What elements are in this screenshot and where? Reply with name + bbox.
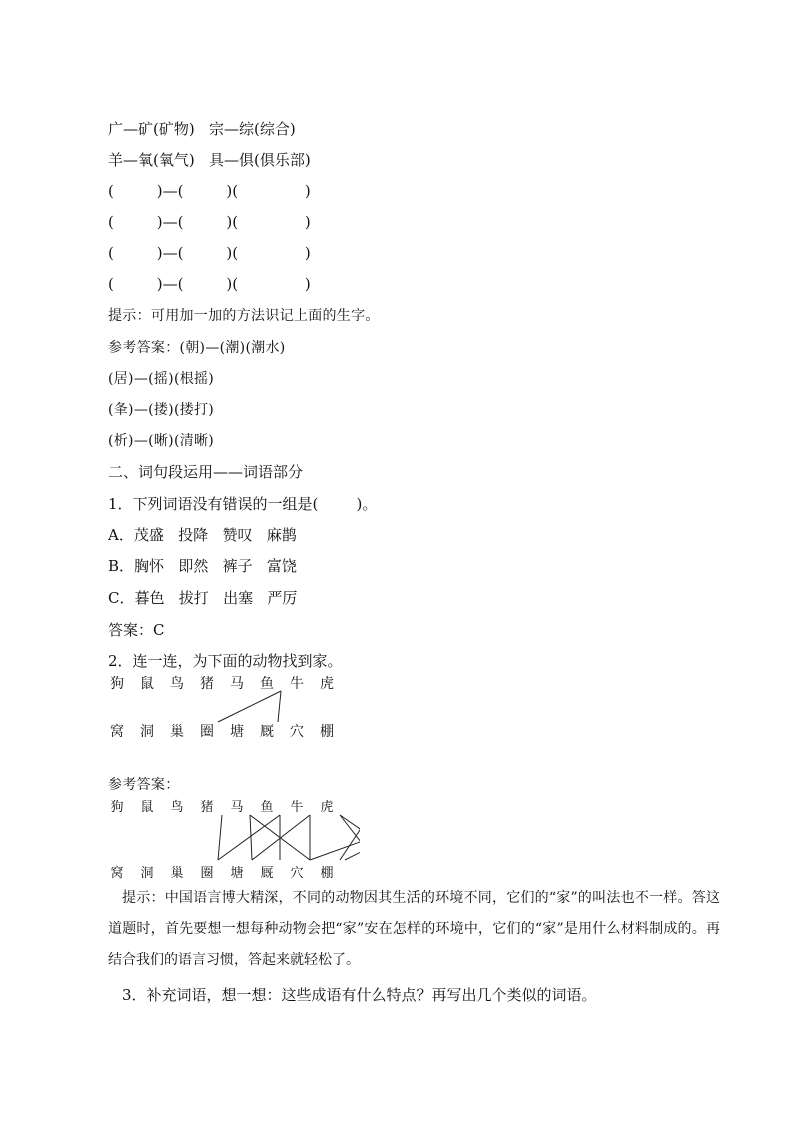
- match-line: [218, 691, 281, 722]
- question-3: 3．补充词语，想一想：这些成语有什么特点？再写出几个类似的词语。: [122, 986, 597, 1004]
- line-1: 广—矿(矿物) 宗—综(综合): [108, 120, 296, 138]
- answer-line: [250, 815, 252, 860]
- home-char: 厩: [260, 724, 274, 740]
- home-char: 圈: [200, 724, 214, 740]
- option-c: C．暮色 拔打 出塞 严厉: [108, 589, 298, 607]
- answer-home-char: 窝: [110, 866, 124, 881]
- animal-char: 鸟: [170, 676, 184, 692]
- answer-home-char: 圈: [200, 866, 214, 881]
- animal-char: 牛: [290, 676, 304, 692]
- blank-row-2: ( )—( )( ): [108, 213, 311, 231]
- answer-1: 答案：C: [108, 621, 165, 639]
- blank-row-3: ( )—( )( ): [108, 244, 311, 262]
- answer-label: 参考答案：: [108, 777, 180, 793]
- option-b: B．胸怀 即然 裤子 富饶: [108, 557, 297, 575]
- answer-diagram: [100, 795, 360, 887]
- answer-animal-char: 马: [230, 800, 244, 815]
- answer-line: [310, 815, 360, 860]
- answer-animal-char: 鸟: [170, 800, 184, 815]
- answer-home-char: 穴: [290, 866, 304, 881]
- animal-char: 鼠: [140, 676, 154, 692]
- answer-home-char: 洞: [140, 866, 154, 881]
- option-a: A．茂盛 投降 赞叹 麻鹊: [108, 526, 297, 544]
- answer-animal-char: 鱼: [260, 800, 274, 815]
- answer-animal-char: 牛: [290, 800, 304, 815]
- answer-line: [218, 815, 222, 860]
- answer-animal-char: 虎: [320, 800, 334, 815]
- question-1: 1．下列词语没有错误的一组是( )。: [108, 495, 378, 513]
- home-char: 巢: [170, 724, 184, 740]
- home-char: 洞: [140, 724, 154, 740]
- answer-line-1: 参考答案：(朝)—(潮)(潮水): [108, 340, 286, 356]
- answer-line-4: (析)—(晰)(清晰): [108, 433, 215, 449]
- answer-home-char: 棚: [320, 866, 334, 881]
- section-heading: 二、词句段运用——词语部分: [108, 463, 304, 481]
- blank-row-1: ( )—( )( ): [108, 182, 311, 200]
- animal-char: 狗: [110, 676, 124, 692]
- blank-row-4: ( )—( )( ): [108, 275, 311, 293]
- animal-char: 猪: [200, 676, 214, 692]
- answer-animal-char: 狗: [110, 800, 124, 815]
- hint-paragraph: 提示：中国语言博大精深，不同的动物因其生活的环境不同，它们的“家”的叫法也不一样。答这道题时，首先要想一想每种动物会把“家”安在怎样的环境中，它们的“家”是用什么材料制成的。再结合我们的语言习惯，答起来就轻松了。: [108, 890, 720, 968]
- match-exercise: [100, 670, 360, 750]
- answer-line-2: (居)—(摇)(根摇): [108, 371, 215, 387]
- line-2: 羊—氧(氧气) 具—俱(俱乐部): [108, 151, 311, 169]
- answer-animal-char: 猪: [200, 800, 214, 815]
- answer-animal-char: 鼠: [140, 800, 154, 815]
- answer-line: [218, 815, 280, 860]
- home-char: 窝: [110, 724, 124, 740]
- animal-char: 马: [230, 676, 244, 692]
- home-char: 穴: [290, 724, 304, 740]
- home-char: 棚: [320, 724, 334, 740]
- answer-home-char: 塘: [230, 866, 244, 881]
- question-2: 2．连一连，为下面的动物找到家。: [108, 652, 343, 670]
- answer-home-char: 巢: [170, 866, 184, 881]
- answer-home-char: 厩: [260, 866, 274, 881]
- match-line: [278, 691, 281, 722]
- home-char: 塘: [230, 724, 244, 740]
- animal-char: 虎: [320, 676, 334, 692]
- hint-1: 提示：可用加一加的方法识记上面的生字。: [108, 308, 380, 324]
- animal-char: 鱼: [260, 676, 274, 692]
- answer-line-3: (夆)—(搂)(搂打): [108, 402, 215, 418]
